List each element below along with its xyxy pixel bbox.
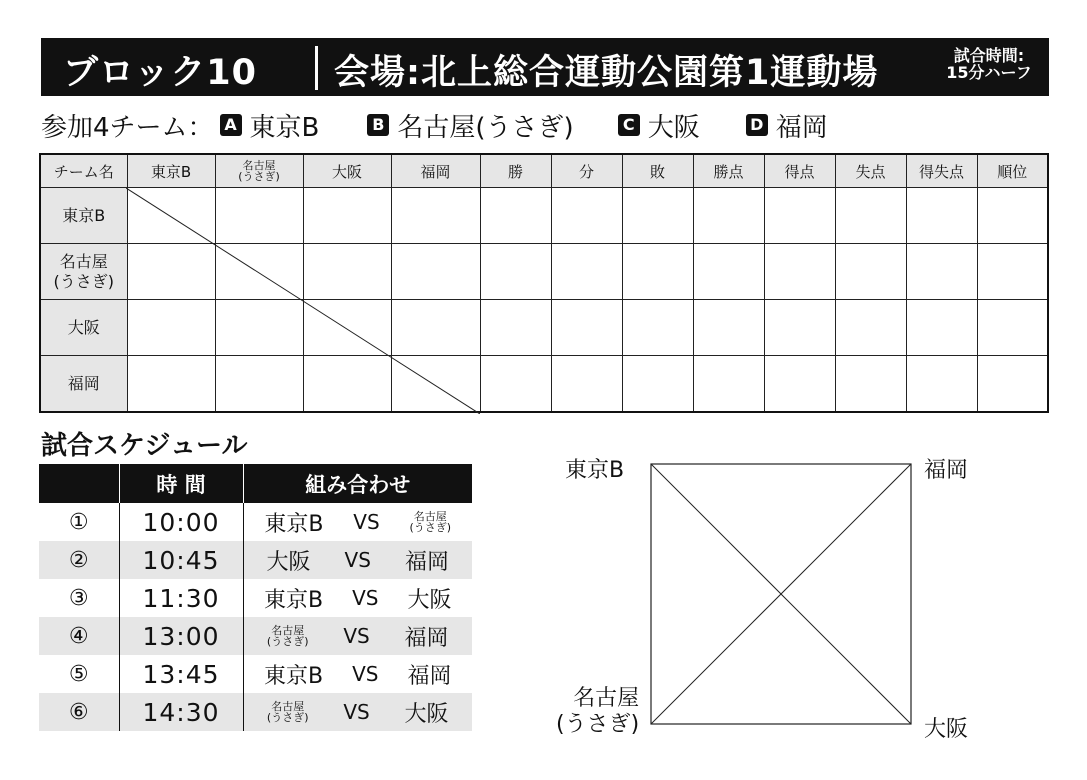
standings-header-row bbox=[40, 154, 1048, 188]
nagoya-line2: (うさぎ) bbox=[266, 635, 309, 648]
col-goals-for: 得点 bbox=[764, 154, 835, 188]
col-nagoya-line1: 名古屋 bbox=[242, 159, 276, 172]
match-duration-label: 試合時間: bbox=[953, 46, 1025, 65]
table-cell bbox=[127, 244, 215, 300]
match-time: 14:30 bbox=[119, 693, 243, 731]
team-key-a bbox=[220, 107, 320, 144]
schedule-table bbox=[39, 464, 472, 731]
table-cell bbox=[693, 300, 764, 356]
table-cell bbox=[977, 356, 1048, 413]
table-cell bbox=[835, 300, 906, 356]
table-cell bbox=[215, 300, 303, 356]
nagoya-line1: 名古屋 bbox=[271, 700, 305, 713]
table-cell bbox=[835, 188, 906, 244]
match-pairing bbox=[243, 541, 472, 579]
team-name-b: 名古屋(うさぎ) bbox=[397, 112, 574, 143]
table-cell bbox=[551, 188, 622, 244]
match-time: 10:45 bbox=[119, 541, 243, 579]
match-away: 大阪 bbox=[407, 587, 452, 613]
nagoya-line1: 名古屋 bbox=[413, 510, 447, 523]
table-cell bbox=[480, 244, 551, 300]
table-cell bbox=[764, 356, 835, 413]
table-cell bbox=[835, 356, 906, 413]
table-cell bbox=[622, 188, 693, 244]
table-row bbox=[40, 300, 1048, 356]
schedule-row bbox=[39, 655, 472, 693]
col-nagoya bbox=[215, 154, 303, 188]
col-fukuoka: 福岡 bbox=[391, 154, 480, 188]
block-title: ブロック10 bbox=[63, 53, 258, 93]
table-cell bbox=[764, 244, 835, 300]
match-duration bbox=[931, 47, 1047, 81]
match-away: 福岡 bbox=[407, 663, 452, 689]
table-cell bbox=[480, 356, 551, 413]
match-home-nagoya bbox=[267, 701, 309, 723]
match-away: 福岡 bbox=[404, 549, 449, 575]
table-cell bbox=[480, 300, 551, 356]
row-team-nagoya-line1: 名古屋 bbox=[59, 251, 108, 271]
table-cell bbox=[215, 188, 303, 244]
table-cell bbox=[303, 188, 391, 244]
table-cell bbox=[764, 300, 835, 356]
letter-d-icon: D bbox=[746, 114, 768, 136]
match-number: ⑥ bbox=[39, 693, 119, 731]
match-home: 東京B bbox=[264, 587, 324, 613]
table-cell bbox=[693, 356, 764, 413]
match-pairing bbox=[243, 617, 472, 655]
table-cell bbox=[977, 188, 1048, 244]
match-number: ⑤ bbox=[68, 661, 89, 687]
table-cell bbox=[391, 188, 480, 244]
table-cell bbox=[480, 188, 551, 244]
vs-label: VS bbox=[353, 510, 380, 534]
col-team: チーム名 bbox=[40, 154, 127, 188]
schedule-title: 試合スケジュール bbox=[41, 431, 248, 461]
table-cell bbox=[906, 244, 977, 300]
match-number: ① bbox=[68, 509, 89, 535]
match-diagram bbox=[650, 463, 912, 725]
table-cell bbox=[835, 244, 906, 300]
match-home: 東京B bbox=[264, 511, 324, 537]
match-time: 13:45 bbox=[119, 655, 243, 693]
match-duration-value: 15分ハーフ bbox=[946, 63, 1032, 82]
table-cell bbox=[551, 244, 622, 300]
col-losses: 敗 bbox=[622, 154, 693, 188]
table-cell bbox=[906, 188, 977, 244]
vs-label: VS bbox=[343, 624, 370, 648]
team-name-c: 大阪 bbox=[647, 112, 700, 143]
col-points: 勝点 bbox=[693, 154, 764, 188]
vs-label: VS bbox=[352, 586, 379, 610]
table-cell bbox=[622, 244, 693, 300]
vs-label: VS bbox=[344, 548, 371, 572]
letter-a-icon: A bbox=[220, 114, 242, 136]
schedule-header-row bbox=[39, 464, 472, 503]
diagram-label-bottom-left-line2: (うさぎ) bbox=[556, 712, 640, 737]
nagoya-line2: (うさぎ) bbox=[266, 711, 309, 724]
col-nagoya-line2: (うさぎ) bbox=[238, 170, 280, 183]
schedule-row bbox=[39, 693, 472, 731]
match-number: ④ bbox=[39, 617, 119, 655]
table-cell bbox=[303, 356, 391, 413]
row-team-tokyo-b: 東京B bbox=[40, 188, 127, 244]
team-name-d: 福岡 bbox=[775, 112, 828, 143]
team-key-c bbox=[618, 107, 700, 144]
schedule-row bbox=[39, 541, 472, 579]
match-away: 大阪 bbox=[404, 701, 449, 727]
table-cell bbox=[977, 300, 1048, 356]
col-osaka: 大阪 bbox=[303, 154, 391, 188]
table-cell bbox=[693, 188, 764, 244]
match-number: ③ bbox=[68, 585, 89, 611]
nagoya-line2: (うさぎ) bbox=[409, 521, 452, 534]
table-cell bbox=[906, 356, 977, 413]
match-pairing bbox=[243, 693, 472, 731]
match-number: ② bbox=[39, 541, 119, 579]
match-home: 東京B bbox=[264, 663, 324, 689]
title-bar bbox=[41, 38, 1049, 96]
diagram-label-bottom-left bbox=[556, 686, 639, 738]
table-cell bbox=[127, 356, 215, 413]
vs-label: VS bbox=[352, 662, 379, 686]
match-pairing bbox=[243, 655, 472, 693]
match-time: 11:30 bbox=[119, 579, 243, 617]
venue-title: 会場:北上総合運動公園第1運動場 bbox=[334, 53, 879, 93]
schedule-col-matchup: 組み合わせ bbox=[243, 464, 472, 503]
table-cell bbox=[391, 300, 480, 356]
table-cell bbox=[622, 356, 693, 413]
table-cell bbox=[622, 300, 693, 356]
match-away-nagoya bbox=[409, 511, 451, 533]
schedule-row bbox=[39, 503, 472, 541]
diagram-label-top-right: 福岡 bbox=[924, 458, 969, 483]
table-cell bbox=[215, 244, 303, 300]
table-cell bbox=[303, 244, 391, 300]
table-cell bbox=[551, 356, 622, 413]
schedule-row bbox=[39, 579, 472, 617]
participants-label: 参加4チーム： bbox=[41, 112, 214, 143]
table-row bbox=[40, 188, 1048, 244]
row-team-fukuoka: 福岡 bbox=[40, 356, 127, 413]
team-key-b bbox=[367, 107, 573, 144]
vs-label: VS bbox=[343, 700, 370, 724]
table-cell bbox=[391, 244, 480, 300]
table-cell bbox=[391, 356, 480, 413]
table-cell bbox=[551, 300, 622, 356]
title-separator bbox=[315, 46, 318, 90]
standings-table bbox=[39, 153, 1049, 413]
diagram-label-top-left: 東京B bbox=[565, 458, 625, 483]
participants-line bbox=[41, 107, 828, 143]
table-cell bbox=[303, 300, 391, 356]
table-cell bbox=[127, 300, 215, 356]
table-row bbox=[40, 356, 1048, 413]
row-team-osaka: 大阪 bbox=[40, 300, 127, 356]
match-away: 福岡 bbox=[404, 625, 449, 651]
team-key-d bbox=[746, 107, 828, 144]
col-draws: 分 bbox=[551, 154, 622, 188]
letter-b-icon: B bbox=[367, 114, 389, 136]
row-team-nagoya bbox=[40, 244, 127, 300]
col-goal-diff: 得失点 bbox=[906, 154, 977, 188]
match-time: 13:00 bbox=[119, 617, 243, 655]
row-team-nagoya-line2: (うさぎ) bbox=[53, 271, 114, 291]
nagoya-line1: 名古屋 bbox=[271, 624, 305, 637]
diagram-label-bottom-left-line1: 名古屋 bbox=[573, 686, 640, 711]
match-home-nagoya bbox=[267, 625, 309, 647]
match-pairing bbox=[243, 579, 472, 617]
schedule-col-number bbox=[39, 464, 119, 503]
letter-c-icon: C bbox=[618, 114, 640, 136]
team-name-a: 東京B bbox=[249, 112, 320, 143]
table-cell bbox=[977, 244, 1048, 300]
table-cell bbox=[215, 356, 303, 413]
table-row bbox=[40, 244, 1048, 300]
col-goals-against: 失点 bbox=[835, 154, 906, 188]
table-cell bbox=[127, 188, 215, 244]
col-rank: 順位 bbox=[977, 154, 1048, 188]
schedule-row bbox=[39, 617, 472, 655]
col-wins: 勝 bbox=[480, 154, 551, 188]
col-tokyo-b: 東京B bbox=[127, 154, 215, 188]
table-cell bbox=[906, 300, 977, 356]
diagram-label-bottom-right: 大阪 bbox=[924, 717, 969, 742]
match-pairing bbox=[243, 503, 472, 541]
match-time: 10:00 bbox=[119, 503, 243, 541]
match-home: 大阪 bbox=[266, 549, 311, 575]
schedule-col-time: 時 間 bbox=[119, 464, 243, 503]
table-cell bbox=[693, 244, 764, 300]
table-cell bbox=[764, 188, 835, 244]
